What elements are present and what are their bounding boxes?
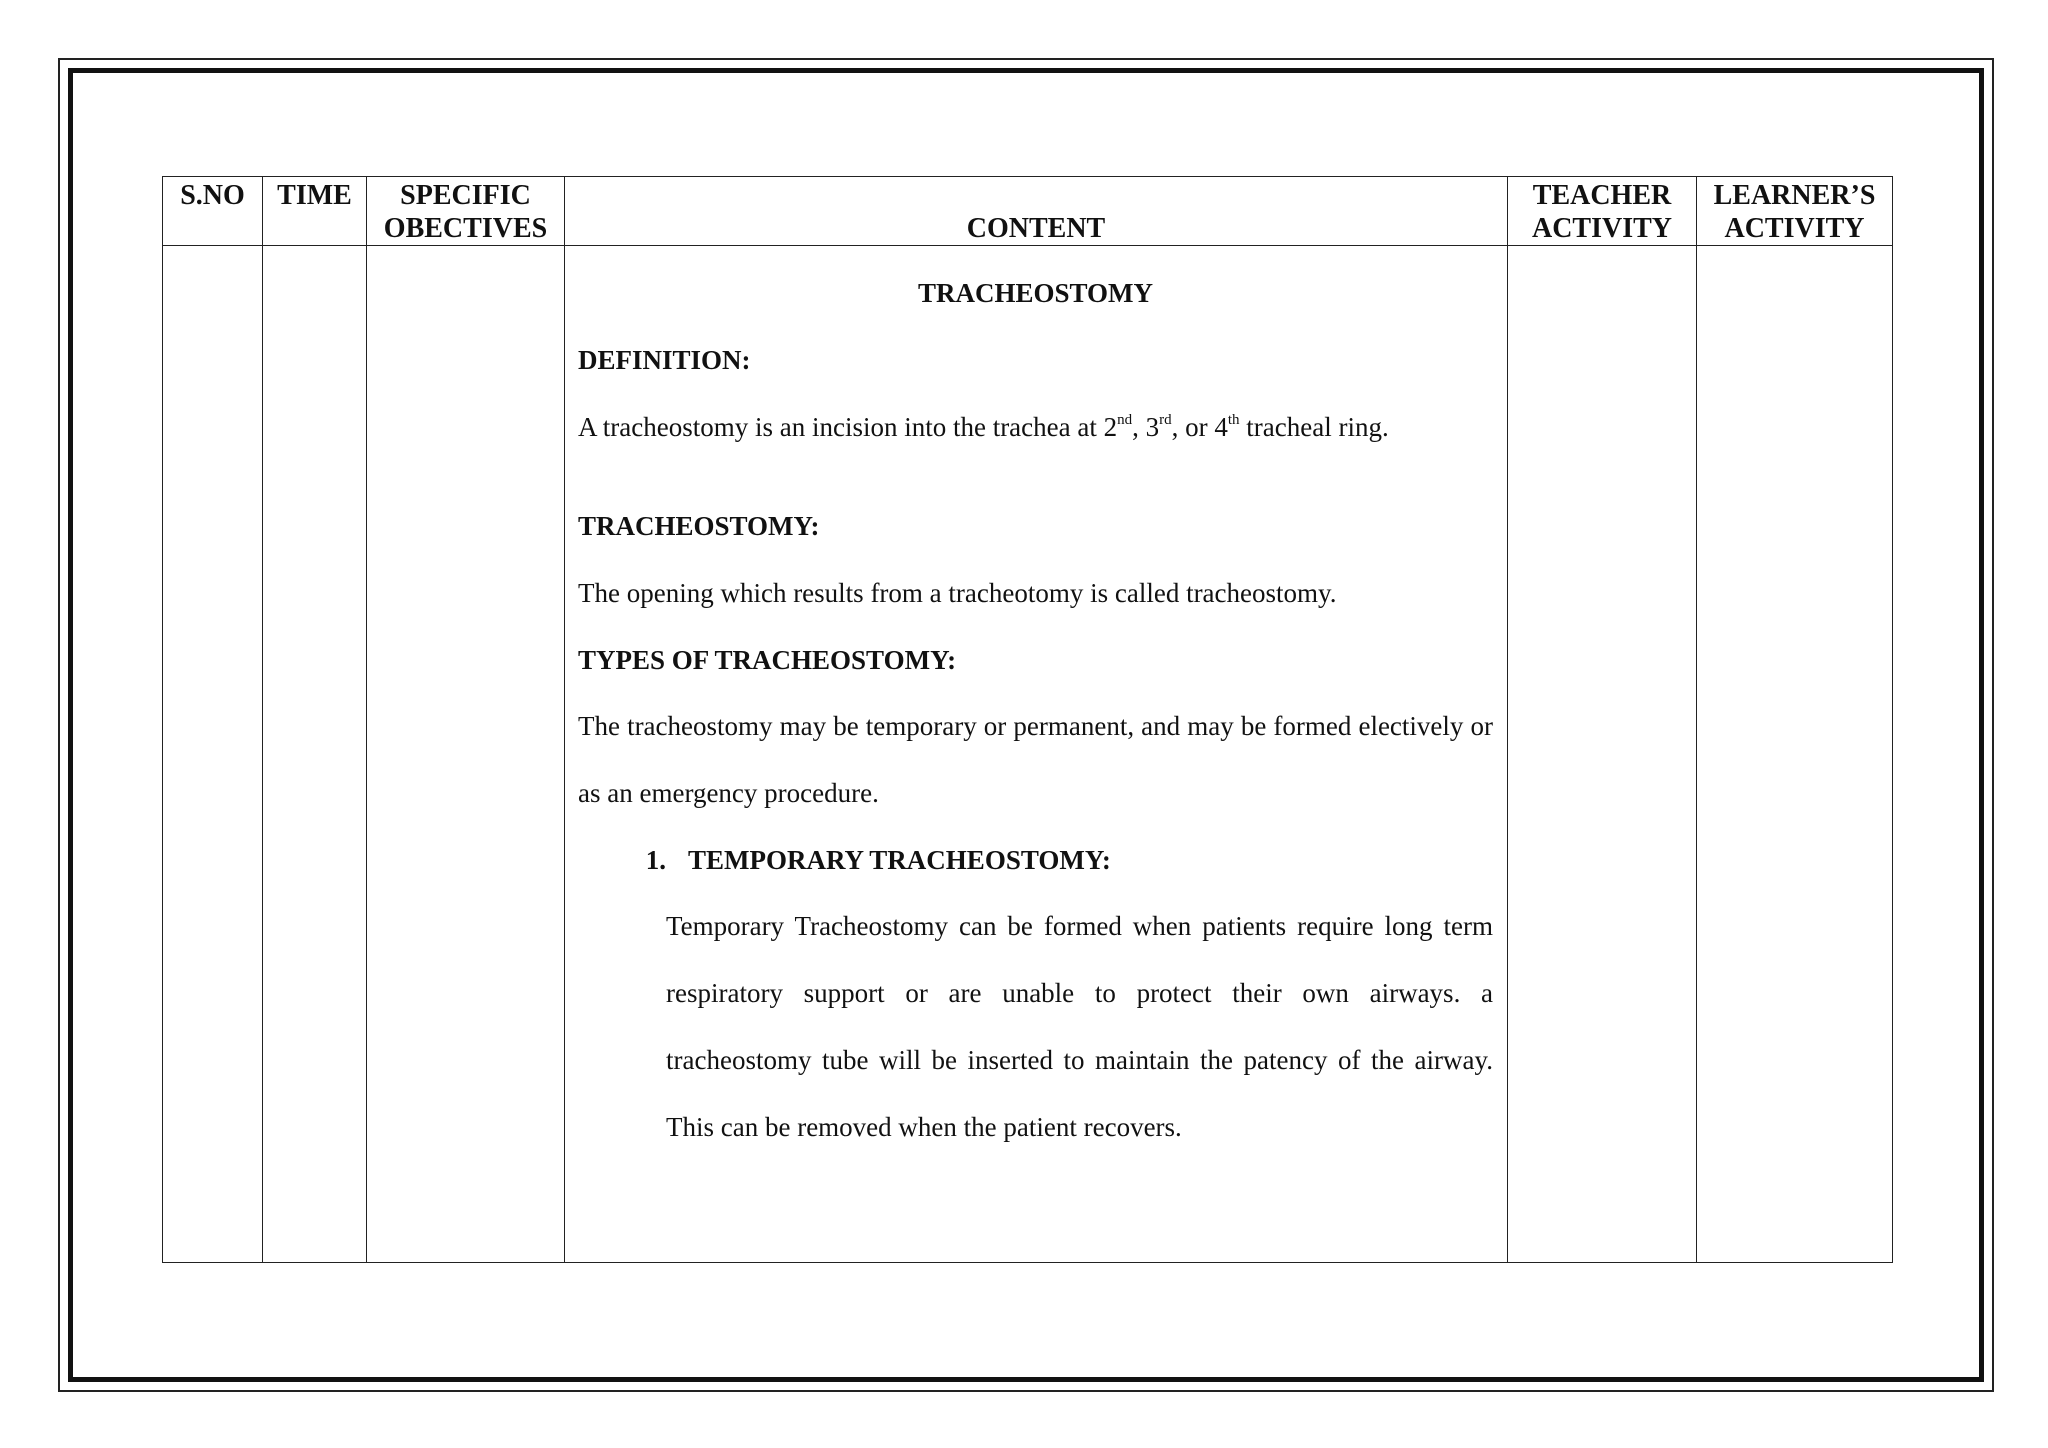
header-teacher-activity: TEACHER ACTIVITY (1508, 177, 1697, 246)
cell-specific-objectives (367, 246, 565, 1263)
cell-content (565, 246, 1508, 1263)
cell-sno (163, 246, 263, 1263)
list-item-number: 1. (645, 845, 666, 875)
cell-teacher-activity (1508, 246, 1697, 1263)
header-sno: S.NO (163, 177, 263, 246)
list-item-text: Temporary Tracheostomy can be formed when patients require long term respiratory support or are unable to protect their own airways. a tracheostomy tube will be inserted to maintain the patency of the airway. This can be removed when the patient recovers. (666, 911, 1493, 1142)
cell-learner-activity (1697, 246, 1893, 1263)
lesson-plan-table (162, 176, 1893, 1263)
table-row (163, 246, 1893, 1263)
header-content: CONTENT (565, 177, 1508, 246)
definition-heading: DEFINITION: (578, 345, 751, 375)
header-specific-objectives: SPECIFIC OBECTIVES (367, 177, 565, 246)
tracheostomy-heading: TRACHEOSTOMY: (578, 511, 820, 541)
header-time: TIME (263, 177, 367, 246)
list-item-heading: TEMPORARY TRACHEOSTOMY: (688, 845, 1111, 875)
table-header-row (163, 177, 1893, 246)
tracheostomy-text: The opening which results from a tracheotomy is called tracheostomy. (578, 578, 1337, 608)
types-text: The tracheostomy may be temporary or permanent, and may be formed electively or as an emergency procedure. (578, 711, 1493, 808)
content-title: TRACHEOSTOMY (917, 278, 1154, 308)
list-item (578, 843, 1493, 877)
types-heading: TYPES OF TRACHEOSTOMY: (578, 645, 957, 675)
header-learner-activity: LEARNER’S ACTIVITY (1697, 177, 1893, 246)
definition-text: A tracheostomy is an incision into the trachea at 2nd, 3rd, or 4th tracheal ring. (578, 412, 1389, 442)
cell-time (263, 246, 367, 1263)
